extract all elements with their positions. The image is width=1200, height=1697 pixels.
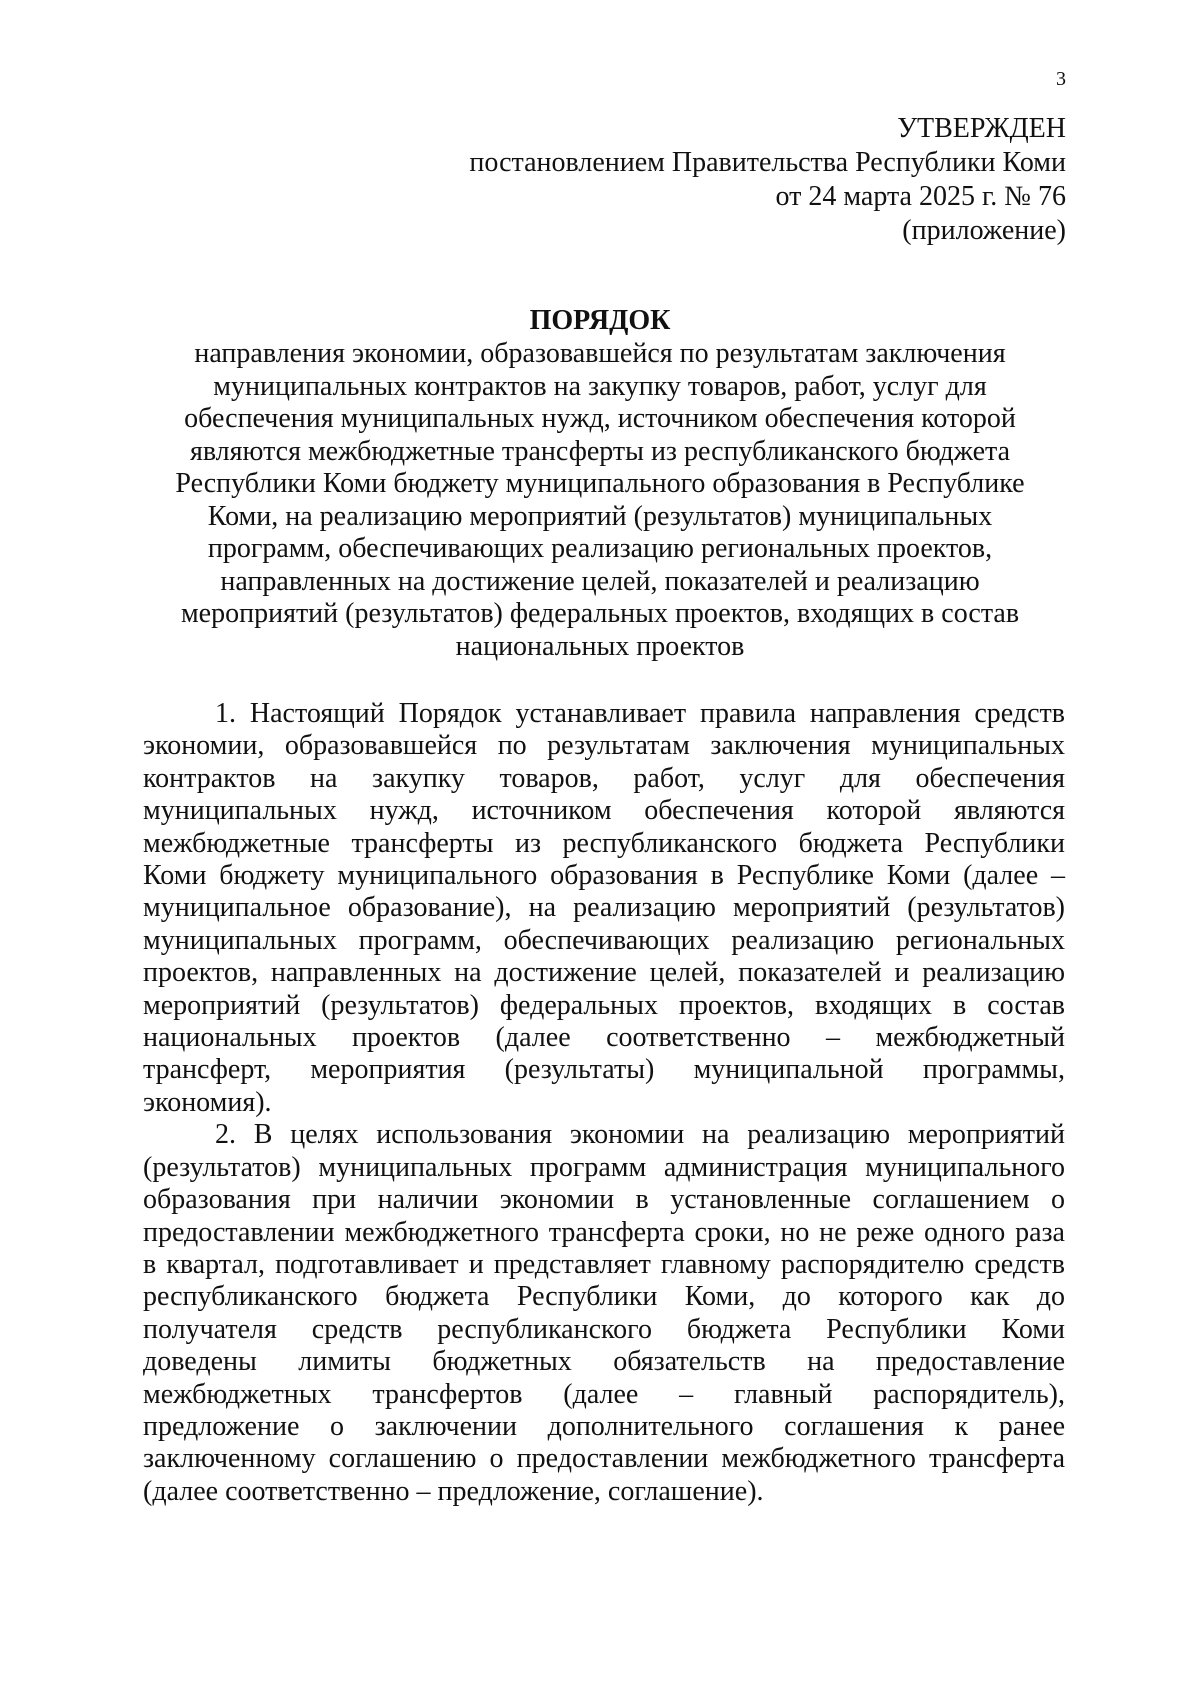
paragraph-line: межбюджетные трансферты из республиканского бюджета Республики bbox=[143, 827, 1065, 859]
paragraph-line: 2. В целях использования экономии на реализацию мероприятий bbox=[215, 1119, 1065, 1151]
paragraph-line: получателя средств республиканского бюджета Республики Коми bbox=[143, 1313, 1065, 1345]
paragraph-line: предоставлении межбюджетного трансферта сроки, но не реже одного раза bbox=[143, 1216, 1065, 1248]
approval-date-number: от 24 марта 2025 г. № 76 bbox=[775, 181, 1066, 212]
paragraph-line: предложение о заключении дополнительного соглашения к ранее bbox=[143, 1410, 1065, 1442]
paragraph-line: национальных проектов (далее соответственно – межбюджетный bbox=[143, 1022, 1065, 1054]
document-heading bbox=[140, 304, 1060, 663]
paragraph-line: экономии, образовавшейся по результатам заключения муниципальных bbox=[143, 730, 1065, 762]
paragraph-line: контрактов на закупку товаров, работ, услуг для обеспечения bbox=[143, 762, 1065, 794]
paragraph-line: в квартал, подготавливает и представляет главному распорядителю средств bbox=[143, 1248, 1065, 1280]
paragraph-line: доведены лимиты бюджетных обязательств на предоставление bbox=[143, 1346, 1065, 1378]
paragraph-2 bbox=[143, 1119, 1065, 1508]
paragraph-line: заключенному соглашению о предоставлении межбюджетного трансферта bbox=[143, 1443, 1065, 1475]
page-number: 3 bbox=[1056, 68, 1066, 90]
subtitle-line: направленных на достижение целей, показателей и реализацию bbox=[220, 565, 980, 597]
paragraph-line: образования при наличии экономии в установленные соглашением о bbox=[143, 1184, 1065, 1216]
approval-stamp bbox=[366, 112, 1066, 248]
paragraph-line: муниципальных нужд, источником обеспечения которой являются bbox=[143, 795, 1065, 827]
paragraph-line: (далее соответственно – предложение, соглашение). bbox=[143, 1475, 764, 1507]
subtitle-line: Республики Коми бюджету муниципального образования в Республике bbox=[175, 468, 1025, 499]
subtitle-line: мероприятий (результатов) федеральных проектов, входящих в состав bbox=[180, 598, 1020, 629]
approval-resolution: постановлением Правительства Республики Коми bbox=[469, 147, 1066, 178]
paragraph-line: Коми бюджету муниципального образования в Республике Коми (далее – bbox=[143, 860, 1065, 892]
paragraph-line: трансферт, мероприятия (результаты) муниципальной программы, bbox=[143, 1054, 1065, 1086]
subtitle-line: Коми, на реализацию мероприятий (результатов) муниципальных bbox=[207, 500, 993, 532]
subtitle-line: являются межбюджетные трансферты из республиканского бюджета bbox=[189, 435, 1011, 467]
document-subtitle bbox=[140, 338, 1060, 663]
subtitle-line: направления экономии, образовавшейся по результатам заключения bbox=[194, 338, 1006, 369]
paragraph-line: 1. Настоящий Порядок устанавливает правила направления средств bbox=[215, 698, 1065, 729]
document-title: ПОРЯДОК bbox=[529, 305, 671, 336]
approval-heading: УТВЕРЖДЕН bbox=[897, 113, 1066, 144]
paragraph-line: республиканского бюджета Республики Коми, до которого как до bbox=[143, 1281, 1065, 1313]
paragraph-line: муниципальных программ, обеспечивающих реализацию региональных bbox=[143, 924, 1065, 956]
paragraph-line: экономия). bbox=[143, 1086, 272, 1118]
paragraph-line: межбюджетных трансфертов (далее – главный распорядитель), bbox=[143, 1378, 1065, 1410]
paragraph-line: муниципальное образование), на реализацию мероприятий (результатов) bbox=[143, 892, 1065, 924]
document-body bbox=[143, 698, 1065, 1508]
approval-appendix-label: (приложение) bbox=[902, 215, 1066, 246]
subtitle-line: программ, обеспечивающих реализацию региональных проектов, bbox=[207, 533, 993, 564]
subtitle-line: муниципальных контрактов на закупку товаров, работ, услуг для bbox=[213, 370, 987, 402]
paragraph-1 bbox=[143, 698, 1065, 1119]
paragraph-line: мероприятий (результатов) федеральных проектов, входящих в состав bbox=[143, 989, 1065, 1021]
paragraph-line: (результатов) муниципальных программ администрация муниципального bbox=[143, 1151, 1065, 1183]
paragraph-line: проектов, направленных на достижение целей, показателей и реализацию bbox=[143, 957, 1065, 989]
subtitle-line: обеспечения муниципальных нужд, источником обеспечения которой bbox=[184, 403, 1016, 434]
subtitle-line: национальных проектов bbox=[455, 630, 745, 662]
